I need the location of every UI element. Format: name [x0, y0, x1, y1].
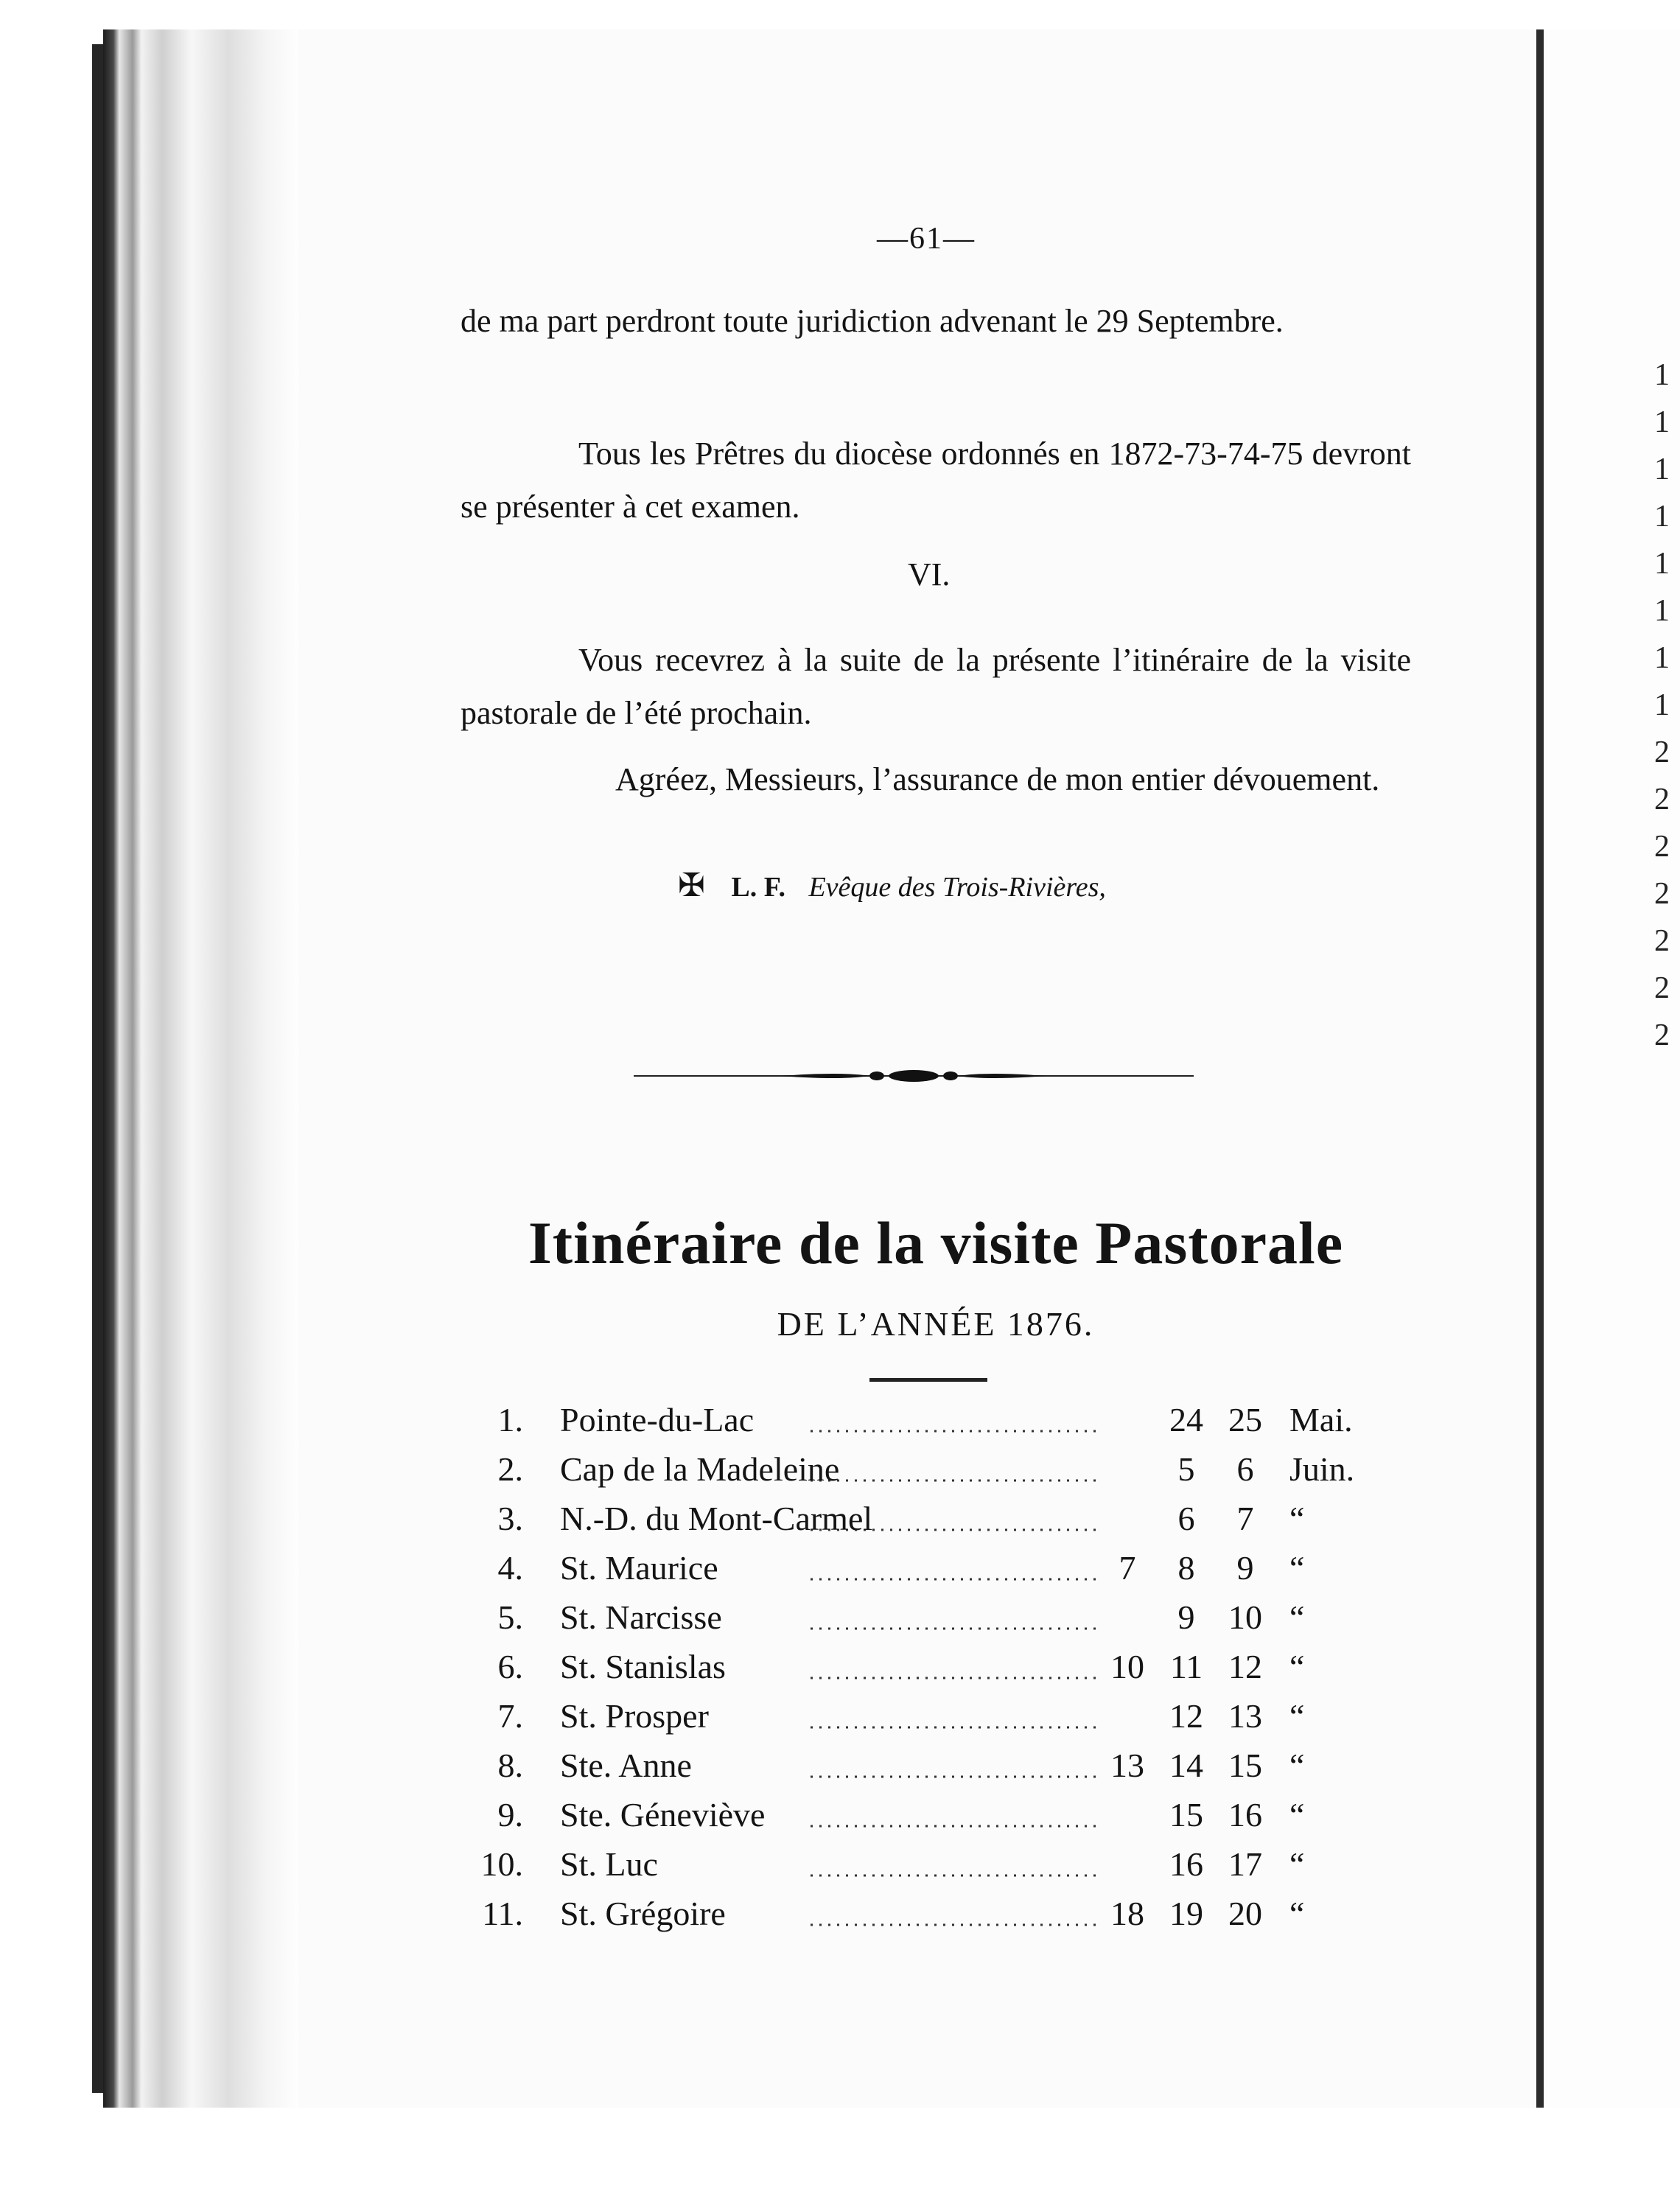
facing-page-number: 1	[1654, 358, 1670, 392]
facing-page-number: 1	[1654, 405, 1670, 439]
itinerary-day-2: 6	[1177, 1500, 1195, 1537]
itinerary-day-3: 9	[1236, 1549, 1254, 1587]
itinerary-month: “	[1289, 1845, 1305, 1883]
facing-page-number: 1	[1654, 594, 1670, 628]
facing-page-number: 2	[1654, 1018, 1670, 1052]
itinerary-row	[457, 1548, 1415, 1598]
itinerary-day-3: 17	[1228, 1845, 1262, 1883]
itinerary-month: “	[1289, 1598, 1305, 1636]
facing-page-number: 2	[1654, 924, 1670, 958]
itinerary-row-number: 1.	[497, 1401, 523, 1438]
itinerary-month: “	[1289, 1648, 1305, 1685]
itinerary-day-2: 19	[1169, 1895, 1203, 1932]
facing-page-number: 2	[1654, 735, 1670, 769]
cross-icon: ✠	[678, 867, 705, 903]
itinerary-month: “	[1289, 1549, 1305, 1587]
itinerary-row	[457, 1746, 1415, 1796]
itinerary-day-3: 20	[1228, 1895, 1262, 1932]
itinerary-row	[457, 1845, 1415, 1895]
itinerary-place: St. Stanislas	[560, 1648, 726, 1685]
itinerary-row	[457, 1499, 1415, 1549]
itinerary-month: “	[1289, 1697, 1305, 1735]
ornamental-divider	[634, 1061, 1194, 1091]
itinerary-row-number: 10.	[480, 1845, 523, 1883]
itinerary-day-3: 12	[1228, 1648, 1262, 1685]
itinerary-day-3: 13	[1228, 1697, 1262, 1735]
facing-page-number: 1	[1654, 688, 1670, 722]
itinerary-place: St. Grégoire	[560, 1895, 726, 1932]
itinerary-row-number: 11.	[482, 1895, 523, 1932]
itinerary-day-3: 16	[1228, 1796, 1262, 1833]
facing-page-number: 1	[1654, 547, 1670, 581]
itinerary-subtitle: DE L’ANNÉE 1876.	[777, 1305, 1095, 1343]
itinerary-month: “	[1289, 1500, 1305, 1537]
itinerary-title: Itinéraire de la visite Pastorale	[528, 1209, 1344, 1276]
itinerary-row	[457, 1795, 1415, 1845]
itinerary-place: St. Prosper	[560, 1697, 709, 1735]
facing-page-number: 2	[1654, 830, 1670, 864]
itinerary-day-3: 10	[1228, 1598, 1262, 1636]
itinerary-row	[457, 1894, 1415, 1944]
section-heading: VI.	[908, 556, 951, 592]
itinerary-month: “	[1289, 1747, 1305, 1784]
itinerary-place: St. Luc	[560, 1845, 658, 1883]
paragraph-itineraire: Vous recevrez à la suite de la présente l’itinéraire de la visite pastorale de l’été prochain.	[461, 642, 1411, 731]
page-number: —61—	[877, 222, 976, 256]
itinerary-place: N.-D. du Mont-Carmel	[560, 1500, 873, 1537]
facing-page-number: 2	[1654, 971, 1670, 1005]
itinerary-month: Mai.	[1289, 1401, 1353, 1438]
stacked-page-edges	[103, 29, 302, 2108]
itinerary-month: “	[1289, 1895, 1305, 1932]
itinerary-row-number: 2.	[497, 1450, 523, 1488]
signature-initials: L. F.	[731, 872, 785, 903]
subtitle-rule	[869, 1378, 987, 1382]
itinerary-day-2: 9	[1177, 1598, 1195, 1636]
facing-page-number: 2	[1654, 783, 1670, 817]
itinerary-day-2: 16	[1169, 1845, 1203, 1883]
itinerary-day-2: 24	[1169, 1401, 1203, 1438]
itinerary-day-2: 15	[1169, 1796, 1203, 1833]
itinerary-row	[457, 1598, 1415, 1648]
itinerary-row-number: 7.	[497, 1697, 523, 1735]
itinerary-day-1: 18	[1110, 1895, 1144, 1932]
itinerary-row-number: 5.	[497, 1598, 523, 1636]
itinerary-day-3: 6	[1236, 1450, 1254, 1488]
itinerary-day-2: 8	[1177, 1549, 1195, 1587]
paragraph-examen: Tous les Prêtres du diocèse ordonnés en 1872-73-74-75 devront se présenter à cet examen.	[461, 436, 1411, 525]
facing-page-number: 2	[1654, 877, 1670, 911]
itinerary-row	[457, 1696, 1415, 1747]
itinerary-place: St. Narcisse	[560, 1598, 722, 1636]
itinerary-day-3: 25	[1228, 1401, 1262, 1438]
itinerary-row-number: 6.	[497, 1648, 523, 1685]
itinerary-day-1: 7	[1119, 1549, 1136, 1587]
itinerary-row-number: 3.	[497, 1500, 523, 1537]
signature-title: Evêque des Trois-Rivières,	[808, 872, 1106, 903]
itinerary-day-2: 11	[1169, 1648, 1203, 1685]
facing-page-number: 1	[1654, 500, 1670, 534]
itinerary-day-1: 13	[1110, 1747, 1144, 1784]
itinerary-place: Ste. Anne	[560, 1747, 692, 1784]
facing-page-number: 1	[1654, 641, 1670, 675]
itinerary-row	[457, 1400, 1415, 1450]
itinerary-day-1: 10	[1110, 1648, 1144, 1685]
itinerary-row	[457, 1647, 1415, 1697]
itinerary-row	[457, 1450, 1415, 1500]
itinerary-month: Juin.	[1289, 1450, 1355, 1488]
itinerary-day-3: 15	[1228, 1747, 1262, 1784]
itinerary-place: Cap de la Madeleine	[560, 1450, 840, 1488]
itinerary-place: Ste. Géneviève	[560, 1796, 766, 1833]
facing-page-edge	[1544, 29, 1680, 2108]
paragraph-closing: Agréez, Messieurs, l’assurance de mon entier dévouement.	[615, 761, 1380, 797]
itinerary-day-2: 12	[1169, 1697, 1203, 1735]
itinerary-day-2: 14	[1169, 1747, 1203, 1784]
itinerary-row-number: 9.	[497, 1796, 523, 1833]
itinerary-place: St. Maurice	[560, 1549, 718, 1587]
itinerary-day-2: 5	[1177, 1450, 1195, 1488]
facing-page-number: 1	[1654, 452, 1670, 486]
itinerary-row-number: 4.	[497, 1549, 523, 1587]
signature-line	[678, 867, 1106, 904]
itinerary-month: “	[1289, 1796, 1305, 1833]
itinerary-day-3: 7	[1236, 1500, 1254, 1537]
itinerary-row-number: 8.	[497, 1747, 523, 1784]
itinerary-place: Pointe-du-Lac	[560, 1401, 755, 1438]
paragraph-jurisdiction: de ma part perdront toute juridiction advenant le 29 Septembre.	[461, 303, 1284, 339]
